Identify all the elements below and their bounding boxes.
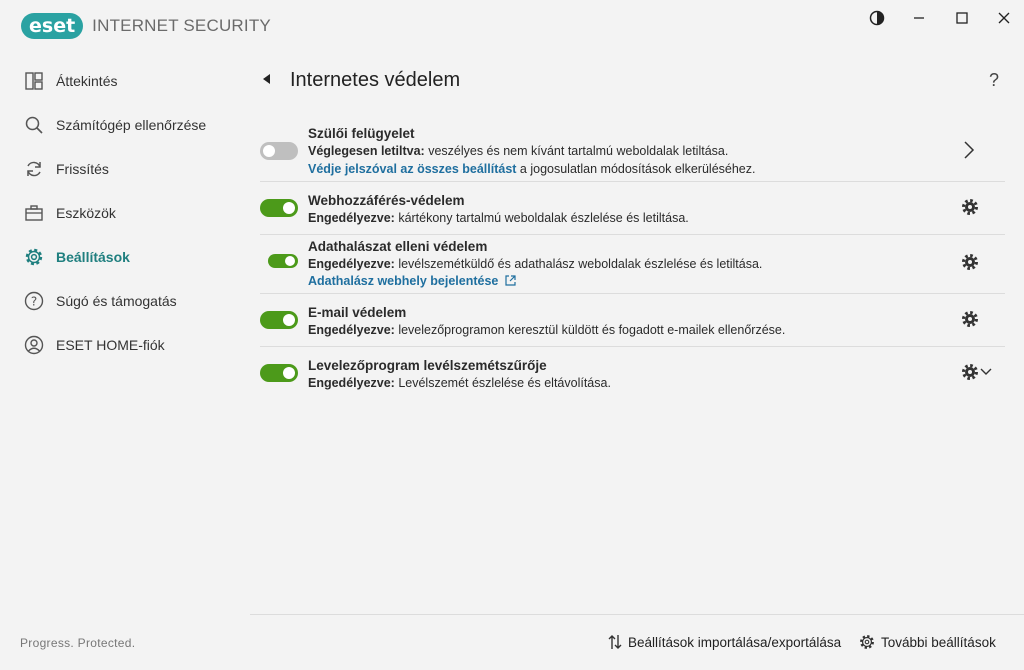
eset-logo <box>21 13 271 39</box>
setting-title: Levelezőprogram levélszemétszűrője <box>308 358 547 373</box>
external-link-icon <box>505 275 516 286</box>
setting-description-text: levélszemétküldő és adathalász weboldalak észlelése és letiltása. <box>394 257 763 271</box>
maximize-icon[interactable] <box>948 6 976 30</box>
gear-icon[interactable] <box>961 253 979 271</box>
sidebar-item-label: Számítógép ellenőrzése <box>56 117 207 133</box>
parental-control-toggle[interactable] <box>260 142 298 160</box>
refresh-icon <box>24 159 44 179</box>
sidebar-item-update[interactable] <box>0 149 250 189</box>
help-icon <box>24 291 44 311</box>
sidebar-item-overview[interactable] <box>0 61 250 101</box>
setting-title: E-mail védelem <box>308 305 407 320</box>
spam-filter-toggle[interactable] <box>260 364 298 382</box>
page-title: Internetes védelem <box>290 69 461 91</box>
setting-description <box>308 257 762 271</box>
setting-description <box>308 323 785 337</box>
sidebar-item-label: ESET HOME-fiók <box>56 337 165 353</box>
sidebar-item-help[interactable] <box>0 281 250 321</box>
sidebar-item-computer-scan[interactable] <box>0 105 250 145</box>
setting-row-email <box>260 294 1005 347</box>
product-name: INTERNET SECURITY <box>92 16 271 35</box>
sidebar-item-eset-home[interactable] <box>0 325 250 365</box>
contrast-icon[interactable] <box>863 6 891 30</box>
back-arrow-icon[interactable] <box>263 74 270 84</box>
setting-row-web-access <box>260 182 1005 235</box>
setting-title: Szülői felügyelet <box>308 126 415 141</box>
gear-icon <box>24 247 44 267</box>
more-settings-label: További beállítások <box>881 634 996 650</box>
setting-state: Engedélyezve: <box>308 211 395 225</box>
chevron-down-icon[interactable] <box>980 367 992 377</box>
setting-row-parental-control <box>260 120 1005 182</box>
more-settings-button[interactable] <box>859 634 996 650</box>
sidebar-item-label: Áttekintés <box>56 73 118 89</box>
setting-row-spam-filter <box>260 347 1005 400</box>
setting-title: Webhozzáférés-védelem <box>308 193 465 208</box>
sidebar-item-tools[interactable] <box>0 193 250 233</box>
footer-divider <box>250 614 1024 615</box>
gear-icon[interactable] <box>961 310 979 328</box>
status-text: Progress. Protected. <box>20 636 136 650</box>
setting-description-text: veszélyes és nem kívánt tartalmú weboldalak letiltása. <box>424 144 729 158</box>
gear-icon[interactable] <box>961 363 979 381</box>
setting-description-text: levelezőprogramon keresztül küldött és fogadott e-mailek ellenőrzése. <box>394 323 786 337</box>
setting-description <box>308 144 728 158</box>
sidebar <box>0 52 250 670</box>
anti-phishing-toggle[interactable] <box>268 254 298 268</box>
setting-state: Véglegesen letiltva: <box>308 144 425 158</box>
setting-description-text: Levélszemét észlelése és eltávolítása. <box>394 376 611 390</box>
import-export-icon <box>608 634 622 650</box>
import-export-button[interactable] <box>608 634 841 650</box>
setting-title: Adathalászat elleni védelem <box>308 239 488 254</box>
svg-text:?: ? <box>30 294 38 309</box>
sidebar-item-label: Súgó és támogatás <box>56 293 177 309</box>
main-panel <box>250 52 1024 614</box>
sidebar-item-settings[interactable] <box>0 237 250 277</box>
setting-link-line <box>308 162 755 176</box>
setting-description-text: kártékony tartalmú weboldalak észlelése és letiltása. <box>394 211 689 225</box>
web-access-toggle[interactable] <box>260 199 298 217</box>
eset-logo-badge: eset <box>21 13 83 39</box>
overview-icon <box>24 71 44 91</box>
close-icon[interactable] <box>990 6 1018 30</box>
email-protection-toggle[interactable] <box>260 311 298 329</box>
title-bar <box>0 0 1024 52</box>
setting-state: Engedélyezve: <box>308 257 395 271</box>
help-question-icon[interactable]: ? <box>989 70 1000 90</box>
password-protect-link[interactable]: Védje jelszóval az összes beállítást <box>308 162 517 176</box>
sidebar-item-label: Eszközök <box>56 205 116 221</box>
search-icon <box>24 115 44 135</box>
gear-icon[interactable] <box>961 198 979 216</box>
setting-description <box>308 211 689 225</box>
sidebar-item-label: Frissítés <box>56 161 109 177</box>
sidebar-item-label: Beállítások <box>56 249 130 265</box>
chevron-right-icon[interactable] <box>962 141 976 159</box>
report-phishing-link-line <box>308 274 516 288</box>
setting-row-anti-phishing <box>260 235 1005 294</box>
setting-description <box>308 376 611 390</box>
toolbox-icon <box>24 203 44 223</box>
setting-state: Engedélyezve: <box>308 323 395 337</box>
setting-link-rest: a jogosulatlan módosítások elkerüléséhez. <box>516 162 756 176</box>
gear-icon <box>859 634 875 650</box>
setting-state: Engedélyezve: <box>308 376 395 390</box>
account-icon <box>24 335 44 355</box>
minimize-icon[interactable] <box>905 6 933 30</box>
import-export-label: Beállítások importálása/exportálása <box>628 634 842 650</box>
report-phishing-link[interactable]: Adathalász webhely bejelentése <box>308 274 499 288</box>
